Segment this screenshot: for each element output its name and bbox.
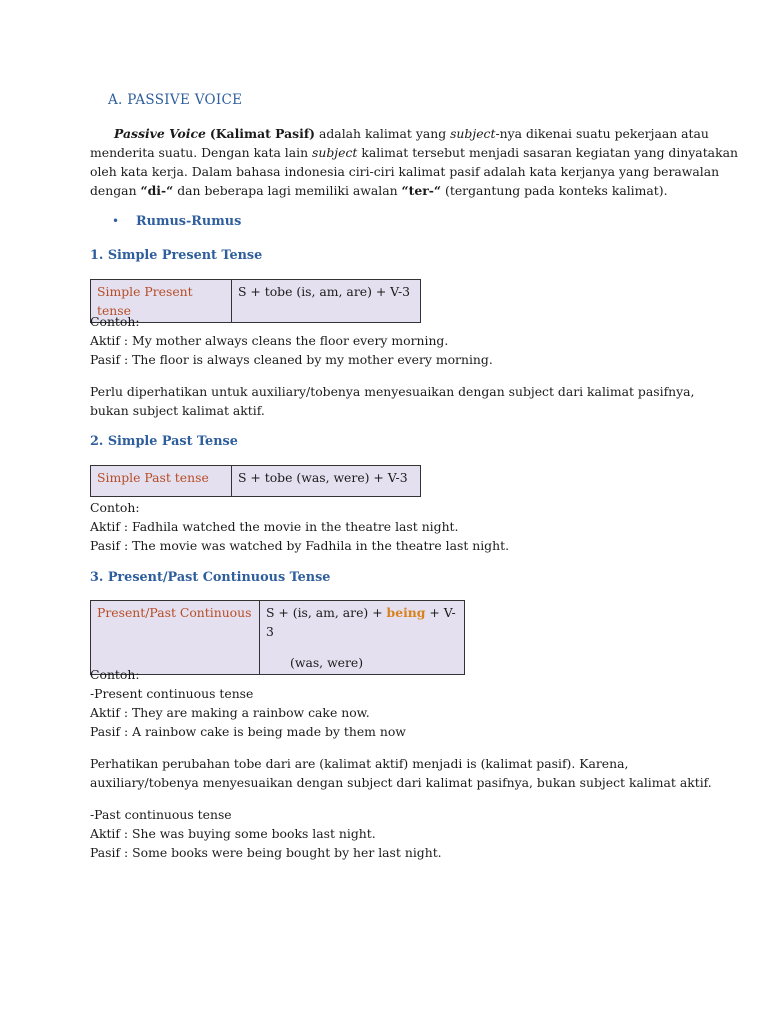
subject-word: subject xyxy=(450,126,496,141)
table-3-formula-line-2: (was, were) xyxy=(290,655,364,670)
section-2-active: Aktif : Fadhila watched the movie in the theatre last night. xyxy=(90,519,459,534)
formula-text: S + (is, am, are) + xyxy=(266,605,387,620)
term-kalimat-pasif: (Kalimat Pasif) xyxy=(209,126,316,141)
formula-table-1 xyxy=(90,279,421,323)
intro-text: menderita suatu. Dengan kata lain xyxy=(90,145,312,160)
section-3-note-1: Perhatikan perubahan tobe dari are (kalimat aktif) menjadi is (kalimat pasif). Karena, xyxy=(90,756,629,771)
section-3-present-passive: Pasif : A rainbow cake is being made by them now xyxy=(90,724,406,739)
intro-text: dan beberapa lagi memiliki awalan xyxy=(173,183,402,198)
intro-line-2 xyxy=(90,143,738,163)
intro-text: kalimat tersebut menjadi sasaran kegiatan yang dinyatakan xyxy=(357,145,738,160)
subject-word: subject xyxy=(312,145,358,160)
table-2-formula: S + tobe (was, were) + V-3 xyxy=(232,466,421,497)
intro-text: (tergantung pada konteks kalimat). xyxy=(441,183,668,198)
section-1-title: 1. Simple Present Tense xyxy=(90,248,263,263)
formula-table-3 xyxy=(90,600,465,675)
table-3-formula-line-1 xyxy=(266,603,458,641)
intro-text: -nya dikenai suatu pekerjaan atau xyxy=(495,126,709,141)
formula-text: + V-3 xyxy=(266,605,456,639)
prefix-ter: “ter-“ xyxy=(401,183,442,198)
section-3-example-label: Contoh: xyxy=(90,667,140,682)
formula-being: being xyxy=(386,605,426,620)
table-3-label: Present/Past Continuous xyxy=(91,601,260,675)
prefix-di: “di-“ xyxy=(140,183,174,198)
section-3-note-2: auxiliary/tobenya menyesuaikan dengan subject dari kalimat pasifnya, bukan subject kalimat aktif. xyxy=(90,775,712,790)
section-1-note-1: Perlu diperhatikan untuk auxiliary/tobenya menyesuaikan dengan subject dari kalimat pasifnya, xyxy=(90,384,695,399)
bullet-icon: • xyxy=(112,214,120,228)
section-2-passive: Pasif : The movie was watched by Fadhila in the theatre last night. xyxy=(90,538,510,553)
section-1-active: Aktif : My mother always cleans the floor every morning. xyxy=(90,333,449,348)
section-1-example-label: Contoh: xyxy=(90,314,140,329)
section-3-present-active: Aktif : They are making a rainbow cake now. xyxy=(90,705,370,720)
intro-line-1 xyxy=(114,124,709,144)
intro-text: dengan xyxy=(90,183,141,198)
section-3-present-label: -Present continuous tense xyxy=(90,686,254,701)
section-heading: A. PASSIVE VOICE xyxy=(108,92,243,108)
section-2-title: 2. Simple Past Tense xyxy=(90,434,238,449)
section-3-past-passive: Pasif : Some books were being bought by her last night. xyxy=(90,845,442,860)
term-passive-voice: Passive Voice xyxy=(114,126,206,141)
section-1-note-2: bukan subject kalimat aktif. xyxy=(90,403,265,418)
table-3-formula xyxy=(260,601,465,675)
section-3-title: 3. Present/Past Continuous Tense xyxy=(90,570,331,585)
section-1-passive: Pasif : The floor is always cleaned by my mother every morning. xyxy=(90,352,493,367)
table-1-formula: S + tobe (is, am, are) + V-3 xyxy=(232,280,421,323)
formula-table-2 xyxy=(90,465,421,497)
intro-line-3: oleh kata kerja. Dalam bahasa indonesia ciri-ciri kalimat pasif adalah kata kerjanya yang berawalan xyxy=(90,164,720,179)
section-2-example-label: Contoh: xyxy=(90,500,140,515)
intro-text: adalah kalimat yang xyxy=(315,126,451,141)
section-3-past-label: -Past continuous tense xyxy=(90,807,232,822)
rumus-heading: Rumus-Rumus xyxy=(136,214,242,229)
intro-line-4 xyxy=(90,181,668,201)
section-3-past-active: Aktif : She was buying some books last night. xyxy=(90,826,376,841)
table-1-label: Simple Present tense xyxy=(91,280,232,323)
table-2-label: Simple Past tense xyxy=(91,466,232,497)
